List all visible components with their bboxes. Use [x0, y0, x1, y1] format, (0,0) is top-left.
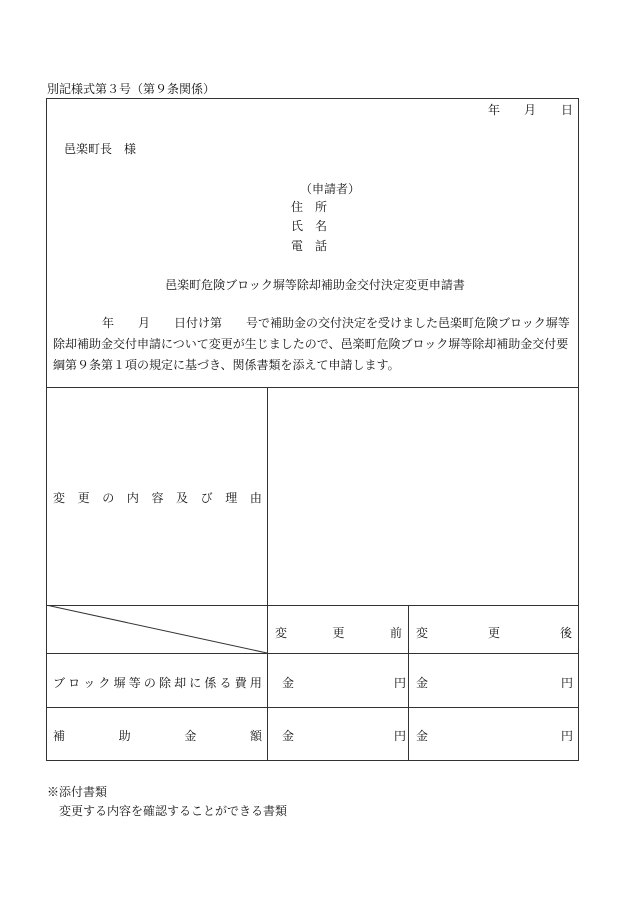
change-reason-label-char: 変 — [53, 491, 66, 505]
subsidy-row-label-char: 金 — [184, 729, 197, 743]
attachments-heading: ※添付書類 — [47, 785, 108, 799]
body-dated: 日付け第 — [174, 316, 223, 330]
cost-row-label-char: 係 — [204, 676, 217, 690]
change-reason-label-char: 内 — [126, 491, 139, 505]
cost-before-unit: 円 — [394, 676, 407, 690]
body-text: 号で補助金の交付決定を受けました邑楽町危険ブロック塀等除却補助金交付申請について変更が生じましたので、邑楽町危険ブロック塀等除却補助金交付要綱第９条第１項の規定に基づき、関係書類を添えて申請します。 — [53, 316, 570, 372]
body-month: 月 — [138, 316, 151, 330]
subsidy-before-unit: 円 — [394, 729, 407, 743]
subsidy-row-label-char: 額 — [249, 729, 262, 743]
before-header-char: 前 — [389, 626, 402, 640]
after-header-char: 後 — [559, 626, 572, 640]
cost-row-label-char: ロ — [68, 676, 81, 690]
corner-diagonal — [46, 605, 268, 654]
before-header-char: 変 — [275, 626, 288, 640]
change-reason-field[interactable] — [268, 388, 578, 604]
after-header-char: 変 — [416, 626, 429, 640]
row2-rule — [46, 707, 579, 708]
change-reason-label-char: 理 — [225, 491, 238, 505]
change-reason-label-char: 更 — [77, 491, 90, 505]
cost-row-label-char: ッ — [83, 676, 96, 690]
subsidy-row-label-char: 助 — [118, 729, 131, 743]
date-year-label: 年 — [488, 103, 501, 117]
cost-row-label-char: る — [219, 676, 232, 690]
applicant-address-label: 住 所 — [291, 200, 328, 214]
cost-row-label-char: 除 — [158, 676, 171, 690]
subsidy-row-label — [53, 727, 262, 744]
addressee: 邑楽町長 様 — [64, 142, 137, 156]
change-reason-label-char: 及 — [176, 491, 189, 505]
change-reason-label-char: の — [102, 491, 115, 505]
cost-row-label-char: の — [143, 676, 156, 690]
cost-after-unit: 円 — [561, 676, 574, 690]
applicant-heading: （申請者） — [300, 182, 361, 196]
before-after-divider — [408, 605, 409, 761]
change-reason-label-char: 由 — [249, 491, 262, 505]
body-paragraph — [53, 313, 575, 376]
cost-row-label-char: 等 — [128, 676, 141, 690]
cost-before-prefix: 金 — [282, 676, 295, 690]
after-header — [416, 624, 572, 641]
subsidy-after-prefix: 金 — [416, 729, 429, 743]
date-month-label: 月 — [524, 103, 537, 117]
cost-row-label-char: ク — [98, 676, 111, 690]
cost-row-label-char: 却 — [174, 676, 187, 690]
applicant-phone-label: 電 話 — [291, 239, 328, 253]
cost-after-prefix: 金 — [416, 676, 429, 690]
attachments-item: 変更する内容を確認することができる書類 — [59, 804, 288, 818]
before-header — [275, 624, 402, 641]
subsidy-row-label-char: 補 — [53, 729, 66, 743]
before-header-char: 更 — [332, 626, 345, 640]
cost-row-label-char: ブ — [53, 676, 66, 690]
date-day-label: 日 — [561, 103, 574, 117]
subsidy-after-unit: 円 — [561, 729, 574, 743]
document-title: 邑楽町危険ブロック塀等除却補助金交付決定変更申請書 — [165, 278, 465, 292]
change-reason-label-char: 容 — [151, 491, 164, 505]
cost-row-label — [53, 674, 262, 691]
form-label: 別記様式第３号（第９条関係） — [47, 82, 216, 96]
cost-row-label-char: 塀 — [113, 676, 126, 690]
after-header-char: 更 — [487, 626, 500, 640]
change-reason-label-char: び — [200, 491, 213, 505]
body-year: 年 — [102, 316, 115, 330]
applicant-name-label: 氏 名 — [291, 219, 328, 233]
change-reason-label — [53, 489, 262, 506]
cost-row-label-char: 用 — [249, 676, 262, 690]
cost-row-label-char: に — [189, 676, 202, 690]
subsidy-before-prefix: 金 — [282, 729, 295, 743]
cost-row-label-char: 費 — [234, 676, 247, 690]
